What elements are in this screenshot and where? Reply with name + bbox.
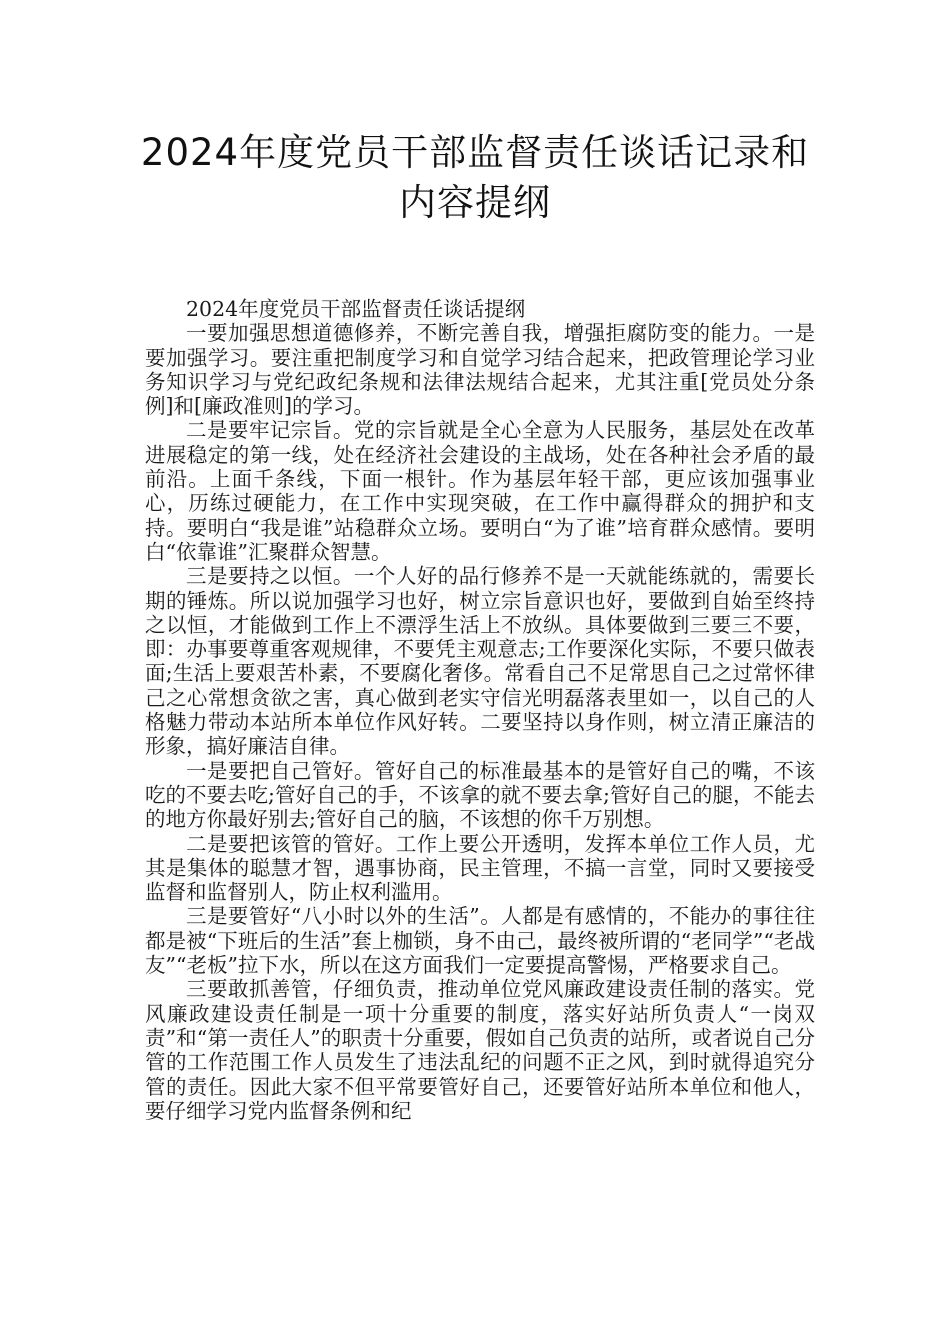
title-line-2: 内容提纲 [399, 181, 551, 224]
body-paragraph: 一是要把自己管好。管好自己的标准最基本的是管好自己的嘴，不该吃的不要去吃;管好自己的手，不该拿的就不要去拿;管好自己的腿，不能去的地方你最好别去;管好自己的脑，不该想的你千万别想。 [145, 758, 815, 832]
title-line-1: 2024年度党员干部监督责任谈话记录和 [140, 131, 810, 174]
body-paragraph: 二是要把该管的管好。工作上要公开透明，发挥本单位工作人员，尤其是集体的聪慧才智，遇事协商，民主管理，不搞一言堂，同时又要接受监督和监督别人，防止权利滥用。 [145, 831, 815, 905]
body-paragraph: 三是要管好“八小时以外的生活”。人都是有感情的，不能办的事往往都是被“下班后的生活”套上枷锁，身不由己，最终被所谓的“老同学”“老战友”“老板”拉下水，所以在这方面我们一定要提高警惕，严格要求自己。 [145, 904, 815, 978]
document-body [145, 297, 815, 1123]
body-paragraph: 三是要持之以恒。一个人好的品行修养不是一天就能练就的，需要长期的锤炼。所以说加强学习也好，树立宗旨意识也好，要做到自始至终持之以恒，才能做到工作上不漂浮生活上不放纵。具体要做到三要三不要，即：办事要尊重客观规律，不要凭主观意志;工作要深化实际，不要只做表面;生活上要艰苦朴素，不要腐化奢侈。常看自己不足常思自己之过常怀律己之心常想贪欲之害，真心做到老实守信光明磊落表里如一，以自己的人格魅力带动本站所本单位作风好转。二要坚持以身作则，树立清正廉洁的形象，搞好廉洁自律。 [145, 564, 815, 759]
document-title [100, 128, 850, 228]
body-paragraph: 一要加强思想道德修养，不断完善自我，增强拒腐防变的能力。一是要加强学习。要注重把制度学习和自觉学习结合起来，把政管理论学习业务知识学习与党纪政纪条规和法律法规结合起来，尤其注重[党员处分条例]和[廉政准则]的学习。 [145, 321, 815, 419]
body-subtitle: 2024年度党员干部监督责任谈话提纲 [186, 297, 526, 321]
body-paragraph: 二是要牢记宗旨。党的宗旨就是全心全意为人民服务，基层处在改革进展稳定的第一线，处在经济社会建设的主战场，处在各种社会矛盾的最前沿。上面千条线，下面一根针。作为基层年轻干部，更应该加强事业心，历练过硬能力，在工作中实现突破，在工作中赢得群众的拥护和支持。要明白“我是谁”站稳群众立场。要明白“为了谁”培育群众感情。要明白“依靠谁”汇聚群众智慧。 [145, 418, 815, 564]
body-paragraph: 三要敢抓善管，仔细负责，推动单位党风廉政建设责任制的落实。党风廉政建设责任制是一项十分重要的制度，落实好站所负责人“一岗双责”和“第一责任人”的职责十分重要，假如自己负责的站所，或者说自己分管的工作范围工作人员发生了违法乱纪的问题不正之风，到时就得追究分管的责任。因此大家不但平常要管好自己，还要管好站所本单位和他人，要仔细学习党内监督条例和纪 [145, 977, 815, 1123]
